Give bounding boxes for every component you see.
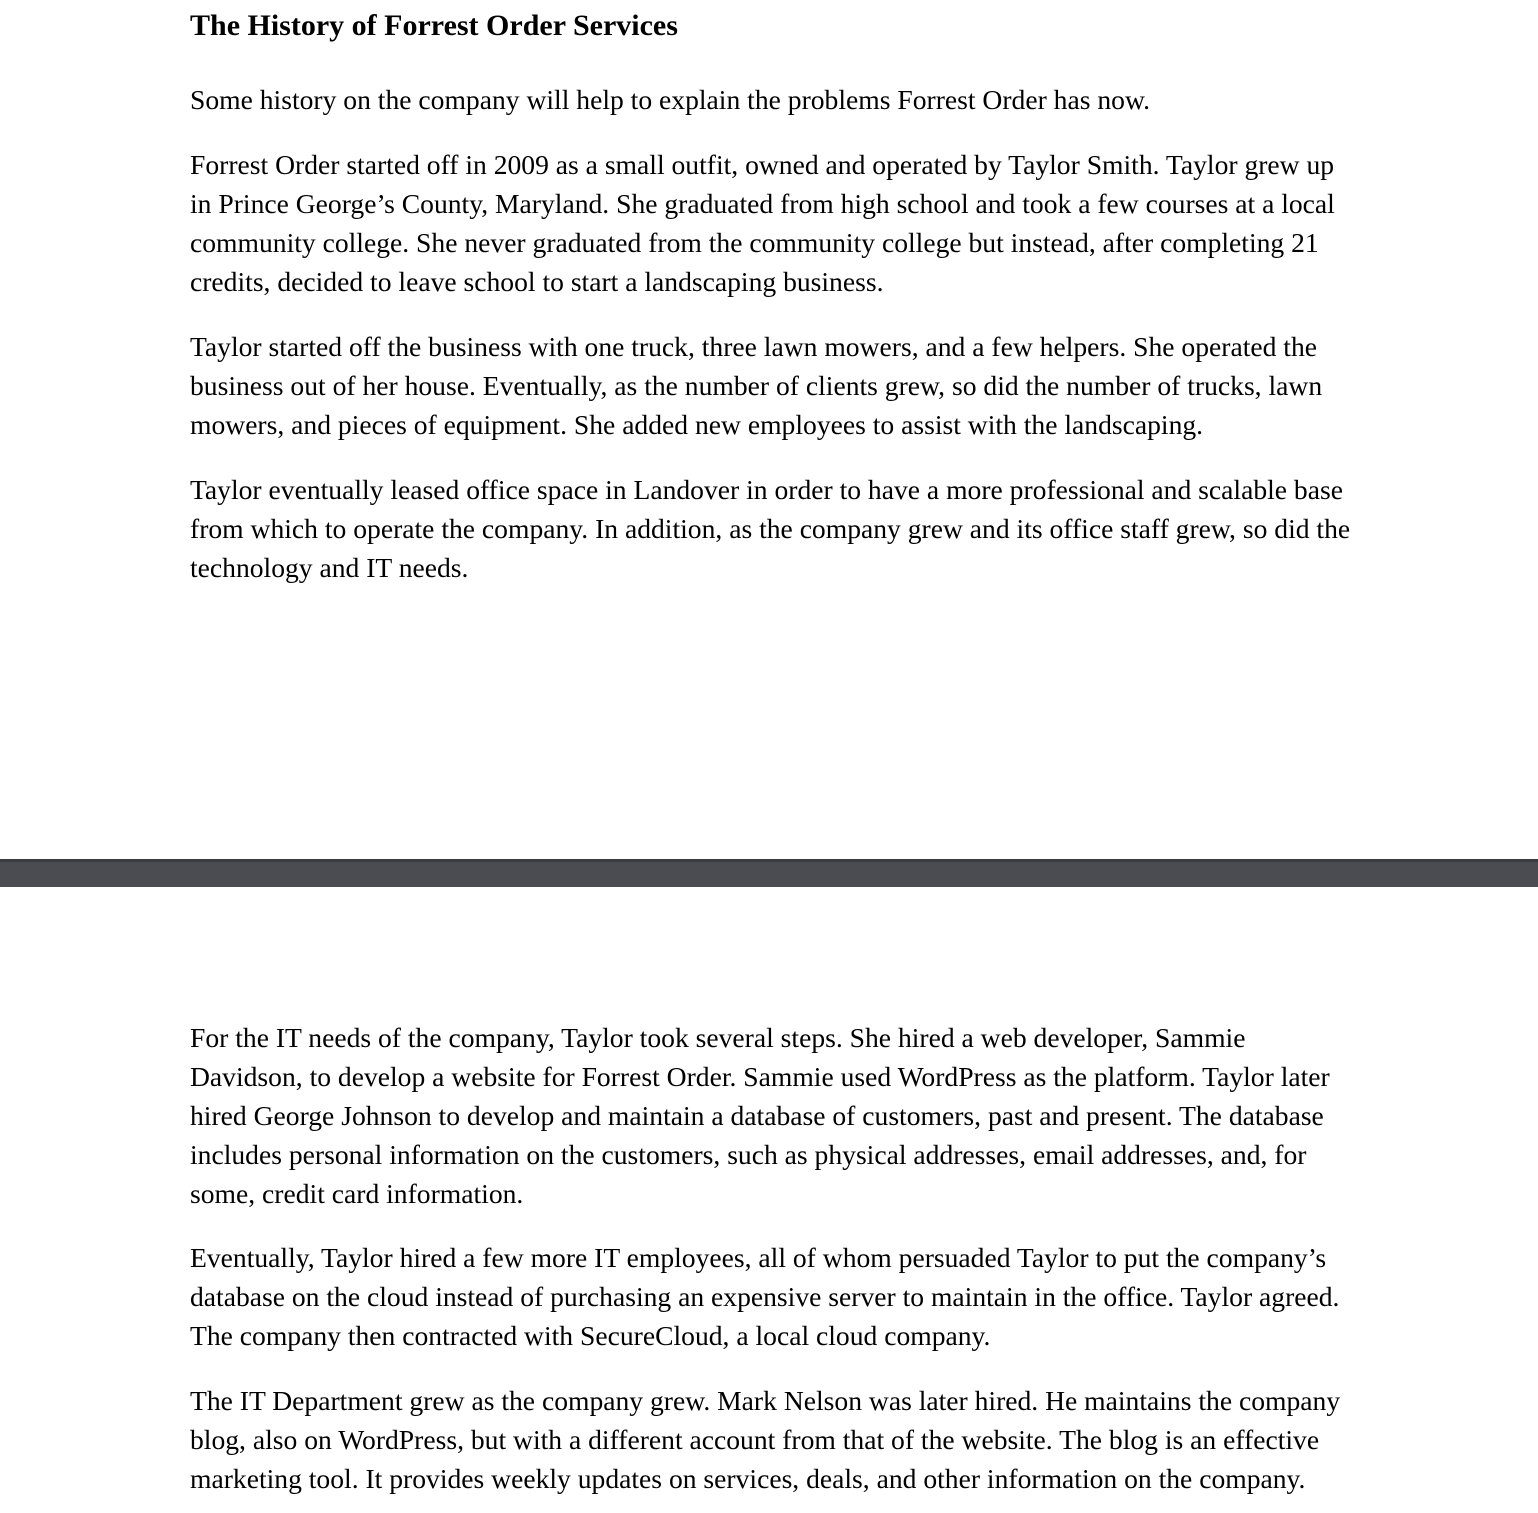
- paragraph-intro: [190, 80, 1150, 119]
- paragraph-line: in Prince George’s County, Maryland. She graduated from high school and took a few courses at a local: [190, 188, 1335, 219]
- paragraph-line: from which to operate the company. In addition, as the company grew and its office staff grew, so did the: [190, 513, 1351, 544]
- paragraph-line: The IT Department grew as the company grew. Mark Nelson was later hired. He maintains the company: [190, 1385, 1341, 1416]
- paragraph-line: database on the cloud instead of purchasing an expensive server to maintain in the office. Taylor agreed.: [190, 1281, 1340, 1312]
- page-separator: [0, 859, 1538, 887]
- paragraph-line: marketing tool. It provides weekly updates on services, deals, and other information on the company.: [190, 1463, 1306, 1494]
- paragraph-line: Some history on the company will help to explain the problems Forrest Order has now.: [190, 84, 1150, 115]
- paragraph-cloud-database: [190, 1238, 1339, 1355]
- paragraph-line: some, credit card information.: [190, 1178, 524, 1209]
- paragraph-line: Davidson, to develop a website for Forrest Order. Sammie used WordPress as the platform. Taylor later: [190, 1061, 1330, 1092]
- paragraph-line: business out of her house. Eventually, as the number of clients grew, so did the number of trucks, lawn: [190, 370, 1323, 401]
- paragraph-office-space: [190, 470, 1350, 587]
- paragraph-line: hired George Johnson to develop and maintain a database of customers, past and present. The database: [190, 1100, 1324, 1131]
- paragraph-line: technology and IT needs.: [190, 552, 469, 583]
- paragraph-line: Taylor started off the business with one truck, three lawn mowers, and a few helpers. She operated the: [190, 331, 1318, 362]
- document-title: The History of Forrest Order Services: [190, 9, 678, 42]
- paragraph-company-start: [190, 145, 1335, 301]
- paragraph-it-department: [190, 1381, 1340, 1498]
- paragraph-line: credits, decided to leave school to start a landscaping business.: [190, 266, 884, 297]
- paragraph-line: Forrest Order started off in 2009 as a small outfit, owned and operated by Taylor Smith. Taylor grew up: [190, 149, 1335, 180]
- paragraph-line: The company then contracted with SecureCloud, a local cloud company.: [190, 1320, 991, 1351]
- paragraph-line: mowers, and pieces of equipment. She added new employees to assist with the landscaping.: [190, 409, 1204, 440]
- paragraph-line: For the IT needs of the company, Taylor took several steps. She hired a web developer, Sammie: [190, 1022, 1246, 1053]
- paragraph-line: includes personal information on the customers, such as physical addresses, email addresses, and, for: [190, 1139, 1307, 1170]
- paragraph-line: Eventually, Taylor hired a few more IT employees, all of whom persuaded Taylor to put the company’s: [190, 1242, 1327, 1273]
- paragraph-line: community college. She never graduated from the community college but instead, after completing 21: [190, 227, 1319, 258]
- paragraph-line: blog, also on WordPress, but with a different account from that of the website. The blog is an effective: [190, 1424, 1320, 1455]
- paragraph-line: Taylor eventually leased office space in Landover in order to have a more professional and scalable base: [190, 474, 1343, 505]
- paragraph-it-needs: [190, 1018, 1330, 1213]
- paragraph-business-growth: [190, 327, 1322, 444]
- document-page-2: [0, 887, 1538, 1513]
